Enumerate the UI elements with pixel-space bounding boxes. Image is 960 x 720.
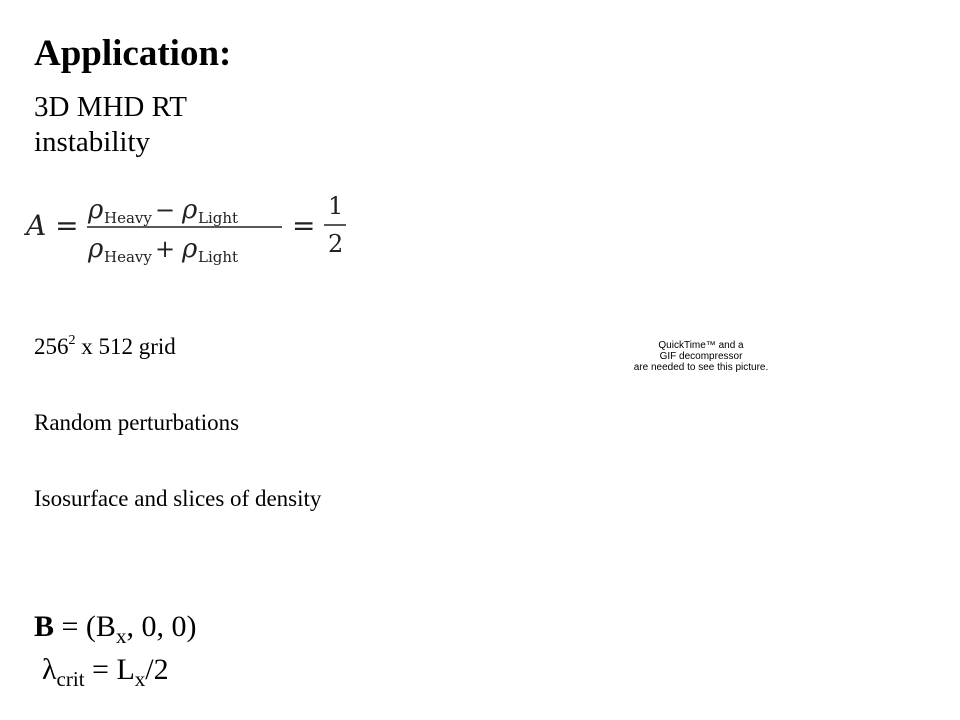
placeholder-line-1: QuickTime™ and a — [658, 340, 744, 351]
isosurface-text: Isosurface and slices of density — [34, 486, 322, 511]
subtitle-line-2: instability — [34, 126, 150, 159]
atwood-number-equation — [24, 185, 364, 270]
field-eq-open: = (B — [54, 610, 116, 643]
field-symbol-b: B — [34, 610, 55, 643]
placeholder-line-2: GIF decompressor — [659, 351, 743, 362]
grid-base: 256 — [34, 334, 69, 359]
equation-graphic — [24, 185, 364, 270]
lambda-eq-l: = L — [84, 653, 135, 686]
lambda-tail: /2 — [145, 653, 169, 686]
half-denominator: 2 — [328, 230, 344, 258]
denominator-plus: + — [155, 235, 176, 263]
equation-equals: = — [292, 209, 316, 242]
lambda-sub-crit: crit — [56, 667, 85, 691]
slide-title: Application: — [34, 33, 232, 74]
half-numerator: 1 — [328, 192, 344, 220]
magnetic-field-line — [34, 609, 197, 648]
numerator-light-label: Light — [198, 209, 239, 227]
numerator-rho-light: ρ — [182, 195, 198, 225]
equation-lhs: A = — [26, 209, 79, 242]
numerator-heavy-label: Heavy — [104, 209, 152, 227]
slide-subtitle — [34, 90, 334, 161]
field-sub-x: x — [115, 624, 127, 648]
numerator-minus: − — [155, 196, 176, 224]
numerator-rho-heavy: ρ — [88, 195, 104, 225]
perturbations-text: Random perturbations — [34, 410, 240, 435]
denominator-heavy-label: Heavy — [104, 248, 152, 266]
grid-rest: x 512 grid — [75, 334, 176, 359]
grid-size-text — [34, 330, 344, 365]
denominator-rho-heavy: ρ — [88, 234, 104, 264]
critical-wavelength-line — [42, 652, 169, 691]
lambda-sub-x: x — [134, 667, 146, 691]
quicktime-placeholder — [606, 340, 796, 373]
field-tail: , 0, 0) — [126, 610, 197, 643]
subtitle-line-1: 3D MHD RT — [34, 91, 187, 123]
placeholder-line-3: are needed to see this picture. — [633, 362, 769, 373]
denominator-light-label: Light — [198, 248, 239, 266]
grid-exponent: 2 — [68, 333, 76, 348]
denominator-rho-light: ρ — [182, 234, 198, 264]
lambda-symbol: λ — [42, 653, 57, 686]
